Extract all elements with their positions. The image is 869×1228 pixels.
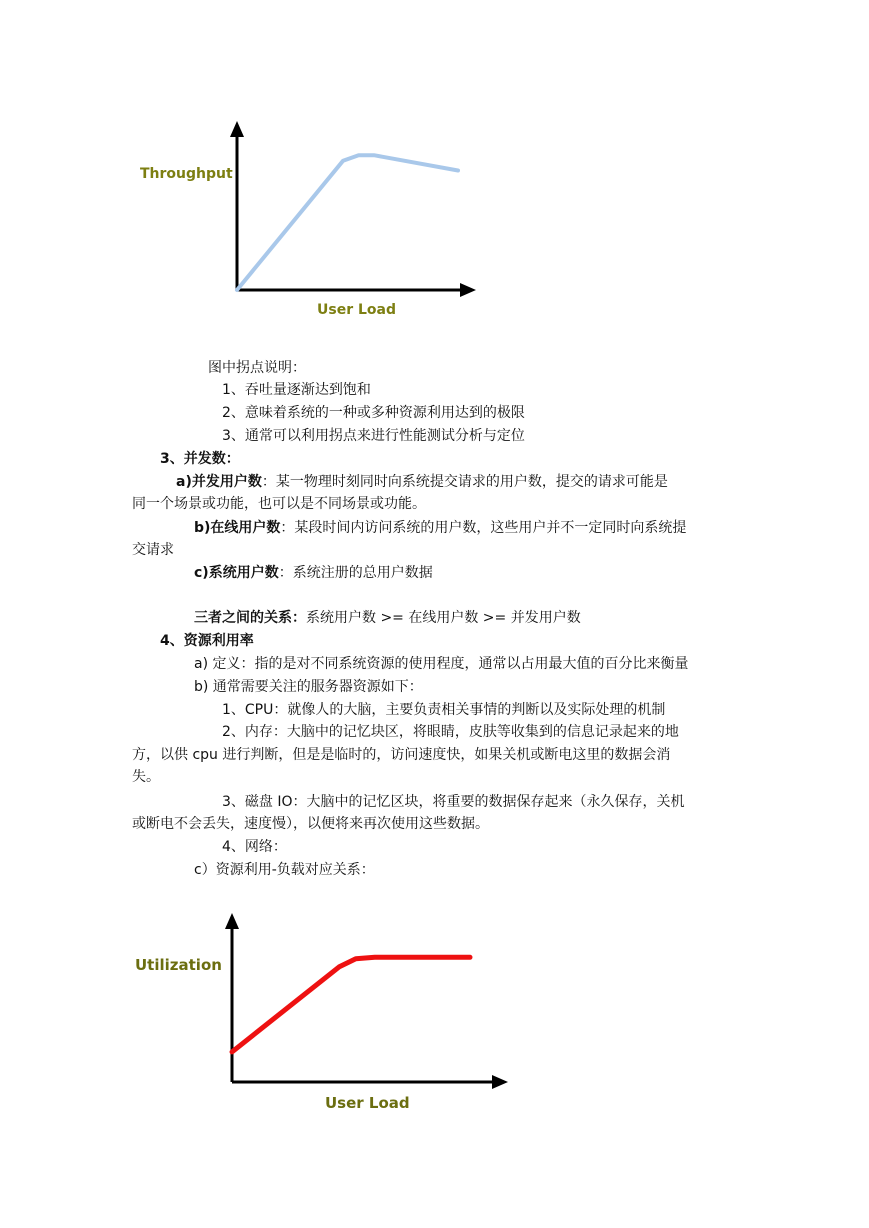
relation-label: 三者之间的关系： <box>194 610 306 626</box>
knee-item-2: 2、意味着系统的一种或多种资源利用达到的极限 <box>222 405 525 421</box>
relation-text: 系统用户数 >= 在线用户数 >= 并发用户数 <box>306 610 581 626</box>
utilization-chart-svg <box>130 905 515 1120</box>
knee-title: 图中拐点说明： <box>208 360 306 376</box>
resource-network: 4、网络： <box>222 839 287 855</box>
concurrent-users-line-2: 同一个场景或功能，也可以是不同场景或功能。 <box>132 496 426 512</box>
x-axis-arrow <box>460 283 476 297</box>
y-axis-arrow <box>230 121 244 137</box>
system-users-line <box>194 563 433 583</box>
resource-cpu: 1、CPU：就像人的大脑，主要负责相关事情的判断以及实际处理的机制 <box>222 702 666 718</box>
resource-list-intro: b) 通常需要关注的服务器资源如下： <box>194 679 423 695</box>
y-axis-label: Throughput <box>140 166 233 182</box>
section-3-heading <box>160 449 240 469</box>
y-axis-arrow <box>225 913 239 929</box>
utilization-chart <box>130 905 515 1120</box>
knee-item-3: 3、通常可以利用拐点来进行性能测试分析与定位 <box>222 428 525 444</box>
system-users-label: c)系统用户数 <box>194 565 279 581</box>
relation-line <box>194 608 581 628</box>
throughput-chart-svg <box>130 115 480 325</box>
y-axis-label: Utilization <box>135 956 222 974</box>
concurrent-users-text: ：某一物理时刻同时向系统提交请求的用户数，提交的请求可能是 <box>261 474 668 490</box>
x-axis-label: User Load <box>325 1094 410 1112</box>
resource-memory-2: 方，以供 cpu 进行判断，但是是临时的，访问速度快，如果关机或断电这里的数据会消 <box>132 747 671 763</box>
resource-load-relation: c）资源利用-负载对应关系： <box>194 862 375 878</box>
section-4-heading-text: 4、资源利用率 <box>160 633 254 649</box>
online-users-text: ：某段时间内访问系统的用户数，这些用户并不一定同时向系统提 <box>280 520 687 536</box>
online-users-line-2: 交请求 <box>132 542 174 558</box>
utilization-series-line <box>232 957 470 1052</box>
section-4-heading <box>160 631 254 651</box>
knee-item-1: 1、吞吐量逐渐达到饱和 <box>222 382 371 398</box>
x-axis-arrow <box>492 1075 508 1089</box>
resource-definition: a) 定义：指的是对不同系统资源的使用程度，通常以占用最大值的百分比来衡量 <box>194 656 689 672</box>
resource-disk-2: 或断电不会丢失，速度慢），以便将来再次使用这些数据。 <box>132 816 489 832</box>
resource-disk-1: 3、磁盘 IO：大脑中的记忆区块，将重要的数据保存起来（永久保存，关机 <box>222 794 685 810</box>
concurrent-users-line <box>176 472 668 492</box>
resource-memory-3: 失。 <box>132 769 160 785</box>
throughput-series-line <box>237 155 458 290</box>
online-users-label: b)在线用户数 <box>194 520 281 536</box>
resource-memory-1: 2、内存：大脑中的记忆块区，将眼睛，皮肤等收集到的信息记录起来的地 <box>222 724 679 740</box>
online-users-line <box>194 518 686 538</box>
section-3-heading-text: 3、并发数： <box>160 451 240 467</box>
system-users-text: ：系统注册的总用户数据 <box>278 565 433 581</box>
throughput-chart <box>130 115 480 325</box>
concurrent-users-label: a)并发用户数 <box>176 474 262 490</box>
x-axis-label: User Load <box>317 302 396 318</box>
